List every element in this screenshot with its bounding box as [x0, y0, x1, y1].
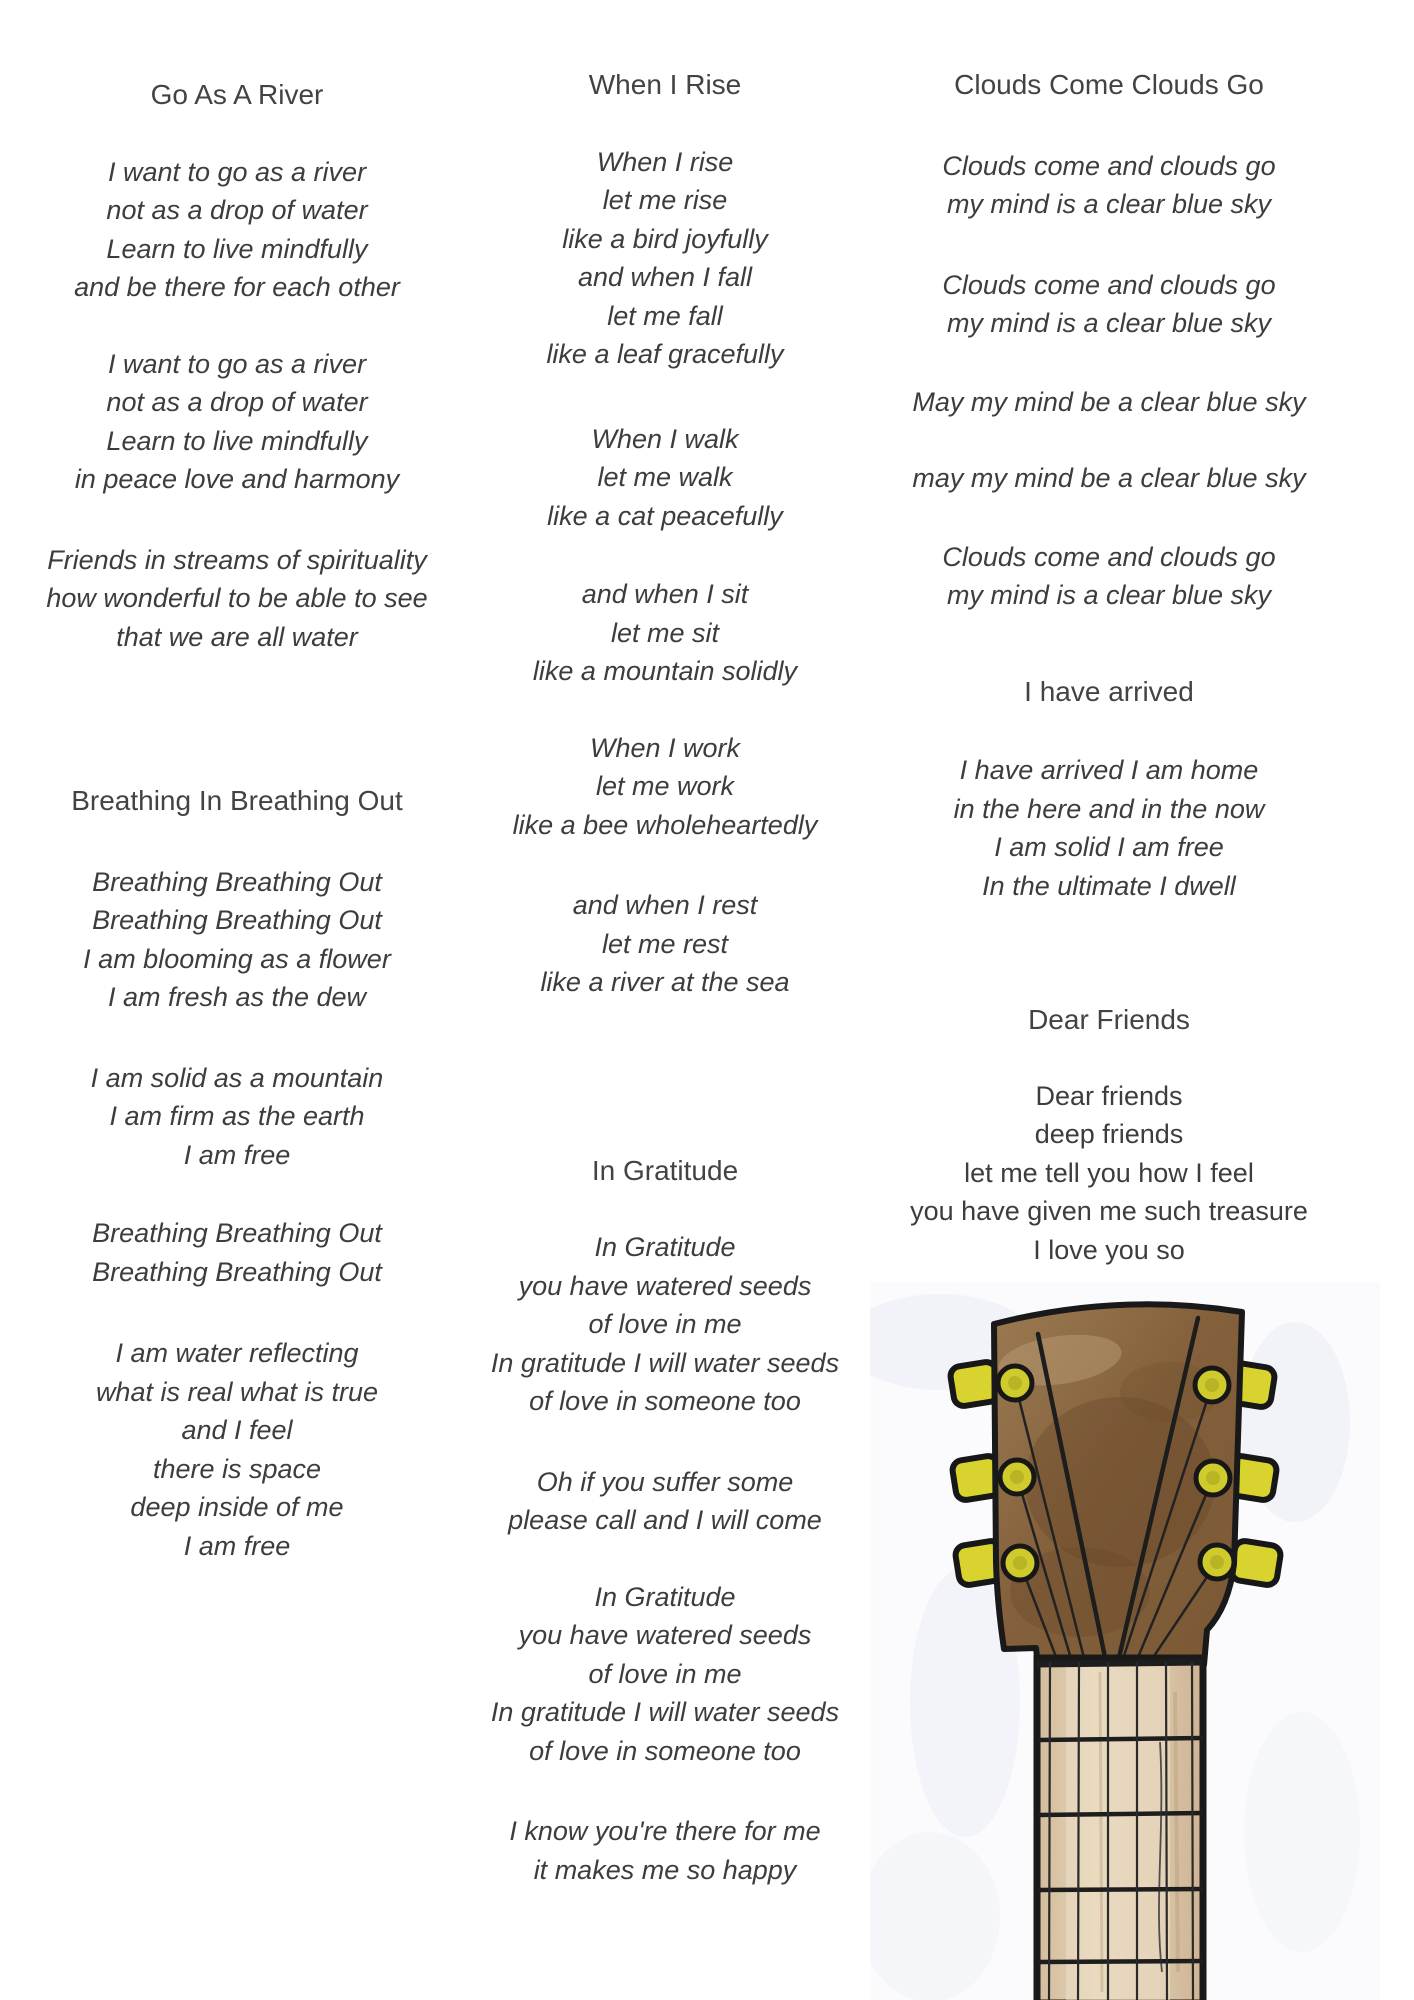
poem-line: I want to go as a river [107, 348, 367, 379]
poem-line: and when I sit [581, 579, 749, 609]
poem-line: like a bee wholeheartedly [512, 809, 818, 840]
poem-line: In the ultimate I dwell [982, 870, 1236, 901]
lyrics-column-3 [886, 66, 1332, 1269]
poem-line: and when I rest [572, 890, 758, 920]
poem-line: Breathing Breathing Out [92, 866, 382, 897]
poem-line: like a leaf gracefully [546, 339, 784, 369]
poem-line: what is real what is true [95, 1376, 379, 1407]
song-title-breathing-in-breathing-out: Breathing In Breathing Out [71, 785, 403, 816]
song-title-dear-friends: Dear Friends [1028, 1004, 1190, 1035]
poem-line: in the here and in the now [953, 793, 1265, 824]
poem-line: Learn to live mindfully [106, 233, 368, 264]
poem-line: I am blooming as a flower [83, 943, 391, 974]
poem-line: In gratitude I will water seeds [490, 1697, 840, 1727]
poem-line: In Gratitude [594, 1232, 736, 1262]
stanza [20, 1334, 454, 1565]
poem-line: in peace love and harmony [74, 464, 400, 494]
poem-line: I want to go as a river [107, 156, 367, 187]
stanza [448, 1463, 882, 1540]
poem-line: I am solid I am free [994, 832, 1224, 862]
poem-line: I am free [183, 1530, 291, 1561]
stanza [886, 459, 1332, 498]
poem-line: I am water reflecting [115, 1338, 359, 1368]
stanza [20, 1059, 454, 1175]
poem-line: you have watered seeds [518, 1270, 812, 1301]
stanza [448, 1812, 882, 1889]
poem-line: I love you so [1033, 1234, 1185, 1265]
poem-line: let me work [595, 771, 735, 801]
poem-line: like a bird joyfully [562, 223, 768, 254]
poem-line: of love in someone too [529, 1386, 801, 1416]
poem-line: of love in me [588, 1309, 742, 1339]
poem-line: not as a drop of water [106, 387, 368, 417]
poem-line: let me walk [597, 462, 733, 492]
poem-line: Breathing Breathing Out [92, 905, 382, 935]
poem-line: of love in someone too [529, 1735, 801, 1766]
song-title-i-have-arrived: I have arrived [1024, 675, 1194, 707]
song-title-clouds-come-clouds-go: Clouds Come Clouds Go [954, 69, 1264, 100]
poem-line: and I feel [181, 1415, 293, 1445]
guitar-headstock-illustration [870, 1272, 1380, 2000]
lyrics-column-2 [448, 66, 882, 1889]
poem-line: please call and I will come [508, 1505, 822, 1535]
poem-line: When I work [589, 732, 741, 763]
poem-line: deep friends [1034, 1119, 1184, 1149]
poem-line: Learn to live mindfully [106, 425, 368, 456]
poem-line: Dear friends [1035, 1080, 1183, 1111]
stanza [448, 729, 882, 845]
poem-line: of love in me [588, 1658, 742, 1689]
stanza [886, 538, 1332, 615]
poem-line: In Gratitude [594, 1581, 736, 1612]
poem-line: In gratitude I will water seeds [490, 1347, 840, 1378]
stanza [886, 266, 1332, 343]
poem-line: and when I fall [577, 262, 753, 292]
stanza [886, 1077, 1332, 1270]
poem-line: Breathing Breathing Out [92, 1218, 382, 1248]
poem-line: Friends in streams of spirituality [47, 544, 427, 575]
stanza [886, 147, 1332, 224]
stanza [448, 143, 882, 374]
poem-line: that we are all water [116, 621, 358, 652]
poem-line: let me sit [610, 617, 720, 648]
poem-line: I am firm as the earth [109, 1101, 365, 1131]
stanza [448, 1228, 882, 1421]
poem-line: When I rise [596, 146, 734, 177]
poem-line: my mind is a clear blue sky [946, 308, 1272, 338]
poem-line: may my mind be a clear blue sky [912, 463, 1306, 493]
poem-line: like a mountain solidly [532, 656, 798, 686]
stanza [886, 751, 1332, 905]
stanza [886, 383, 1332, 422]
poem-line: my mind is a clear blue sky [946, 189, 1272, 219]
poem-line: and be there for each other [74, 272, 400, 302]
stanza [448, 1578, 882, 1771]
poem-line: let me fall [607, 300, 723, 331]
song-title-go-as-a-river: Go As A River [150, 79, 324, 110]
poem-line: When I walk [591, 423, 739, 454]
poem-line: Oh if you suffer some [536, 1466, 794, 1497]
poem-line: let me tell you how I feel [964, 1157, 1254, 1188]
poem-line: deep inside of me [130, 1492, 344, 1522]
poem-line: May my mind be a clear blue sky [912, 386, 1306, 417]
poem-line: I am solid as a mountain [90, 1062, 384, 1093]
stanza [20, 863, 454, 1017]
poem-line: how wonderful to be able to see [46, 583, 428, 613]
poem-line: you have watered seeds [518, 1620, 812, 1650]
poem-line: Clouds come and clouds go [942, 150, 1276, 181]
stanza [20, 153, 454, 307]
stanza [448, 420, 882, 536]
poem-line: I have arrived I am home [959, 755, 1259, 785]
stanza [448, 575, 882, 691]
poem-line: there is space [152, 1453, 322, 1484]
stanza [20, 541, 454, 657]
stanza [20, 345, 454, 499]
poem-line: I am fresh as the dew [107, 982, 367, 1012]
stanza [20, 1214, 454, 1291]
poem-line: my mind is a clear blue sky [946, 580, 1272, 610]
poem-line: I know you're there for me [509, 1816, 821, 1846]
stanza [448, 886, 882, 1002]
song-title-when-i-rise: When I Rise [588, 69, 742, 100]
poem-line: you have given me such treasure [910, 1196, 1308, 1226]
poem-line: Clouds come and clouds go [942, 541, 1276, 572]
poem-line: I am free [183, 1139, 291, 1170]
song-title-in-gratitude: In Gratitude [591, 1154, 739, 1186]
poem-line: let me rest [601, 928, 729, 959]
poem-line: like a river at the sea [540, 967, 790, 997]
poem-line: Clouds come and clouds go [942, 269, 1276, 300]
poem-line: it makes me so happy [533, 1854, 797, 1885]
lyrics-column-1 [20, 76, 454, 1565]
poem-line: let me rise [602, 185, 728, 215]
poem-line: Breathing Breathing Out [92, 1256, 382, 1287]
poem-line: not as a drop of water [106, 195, 368, 225]
poem-line: like a cat peacefully [547, 500, 783, 531]
